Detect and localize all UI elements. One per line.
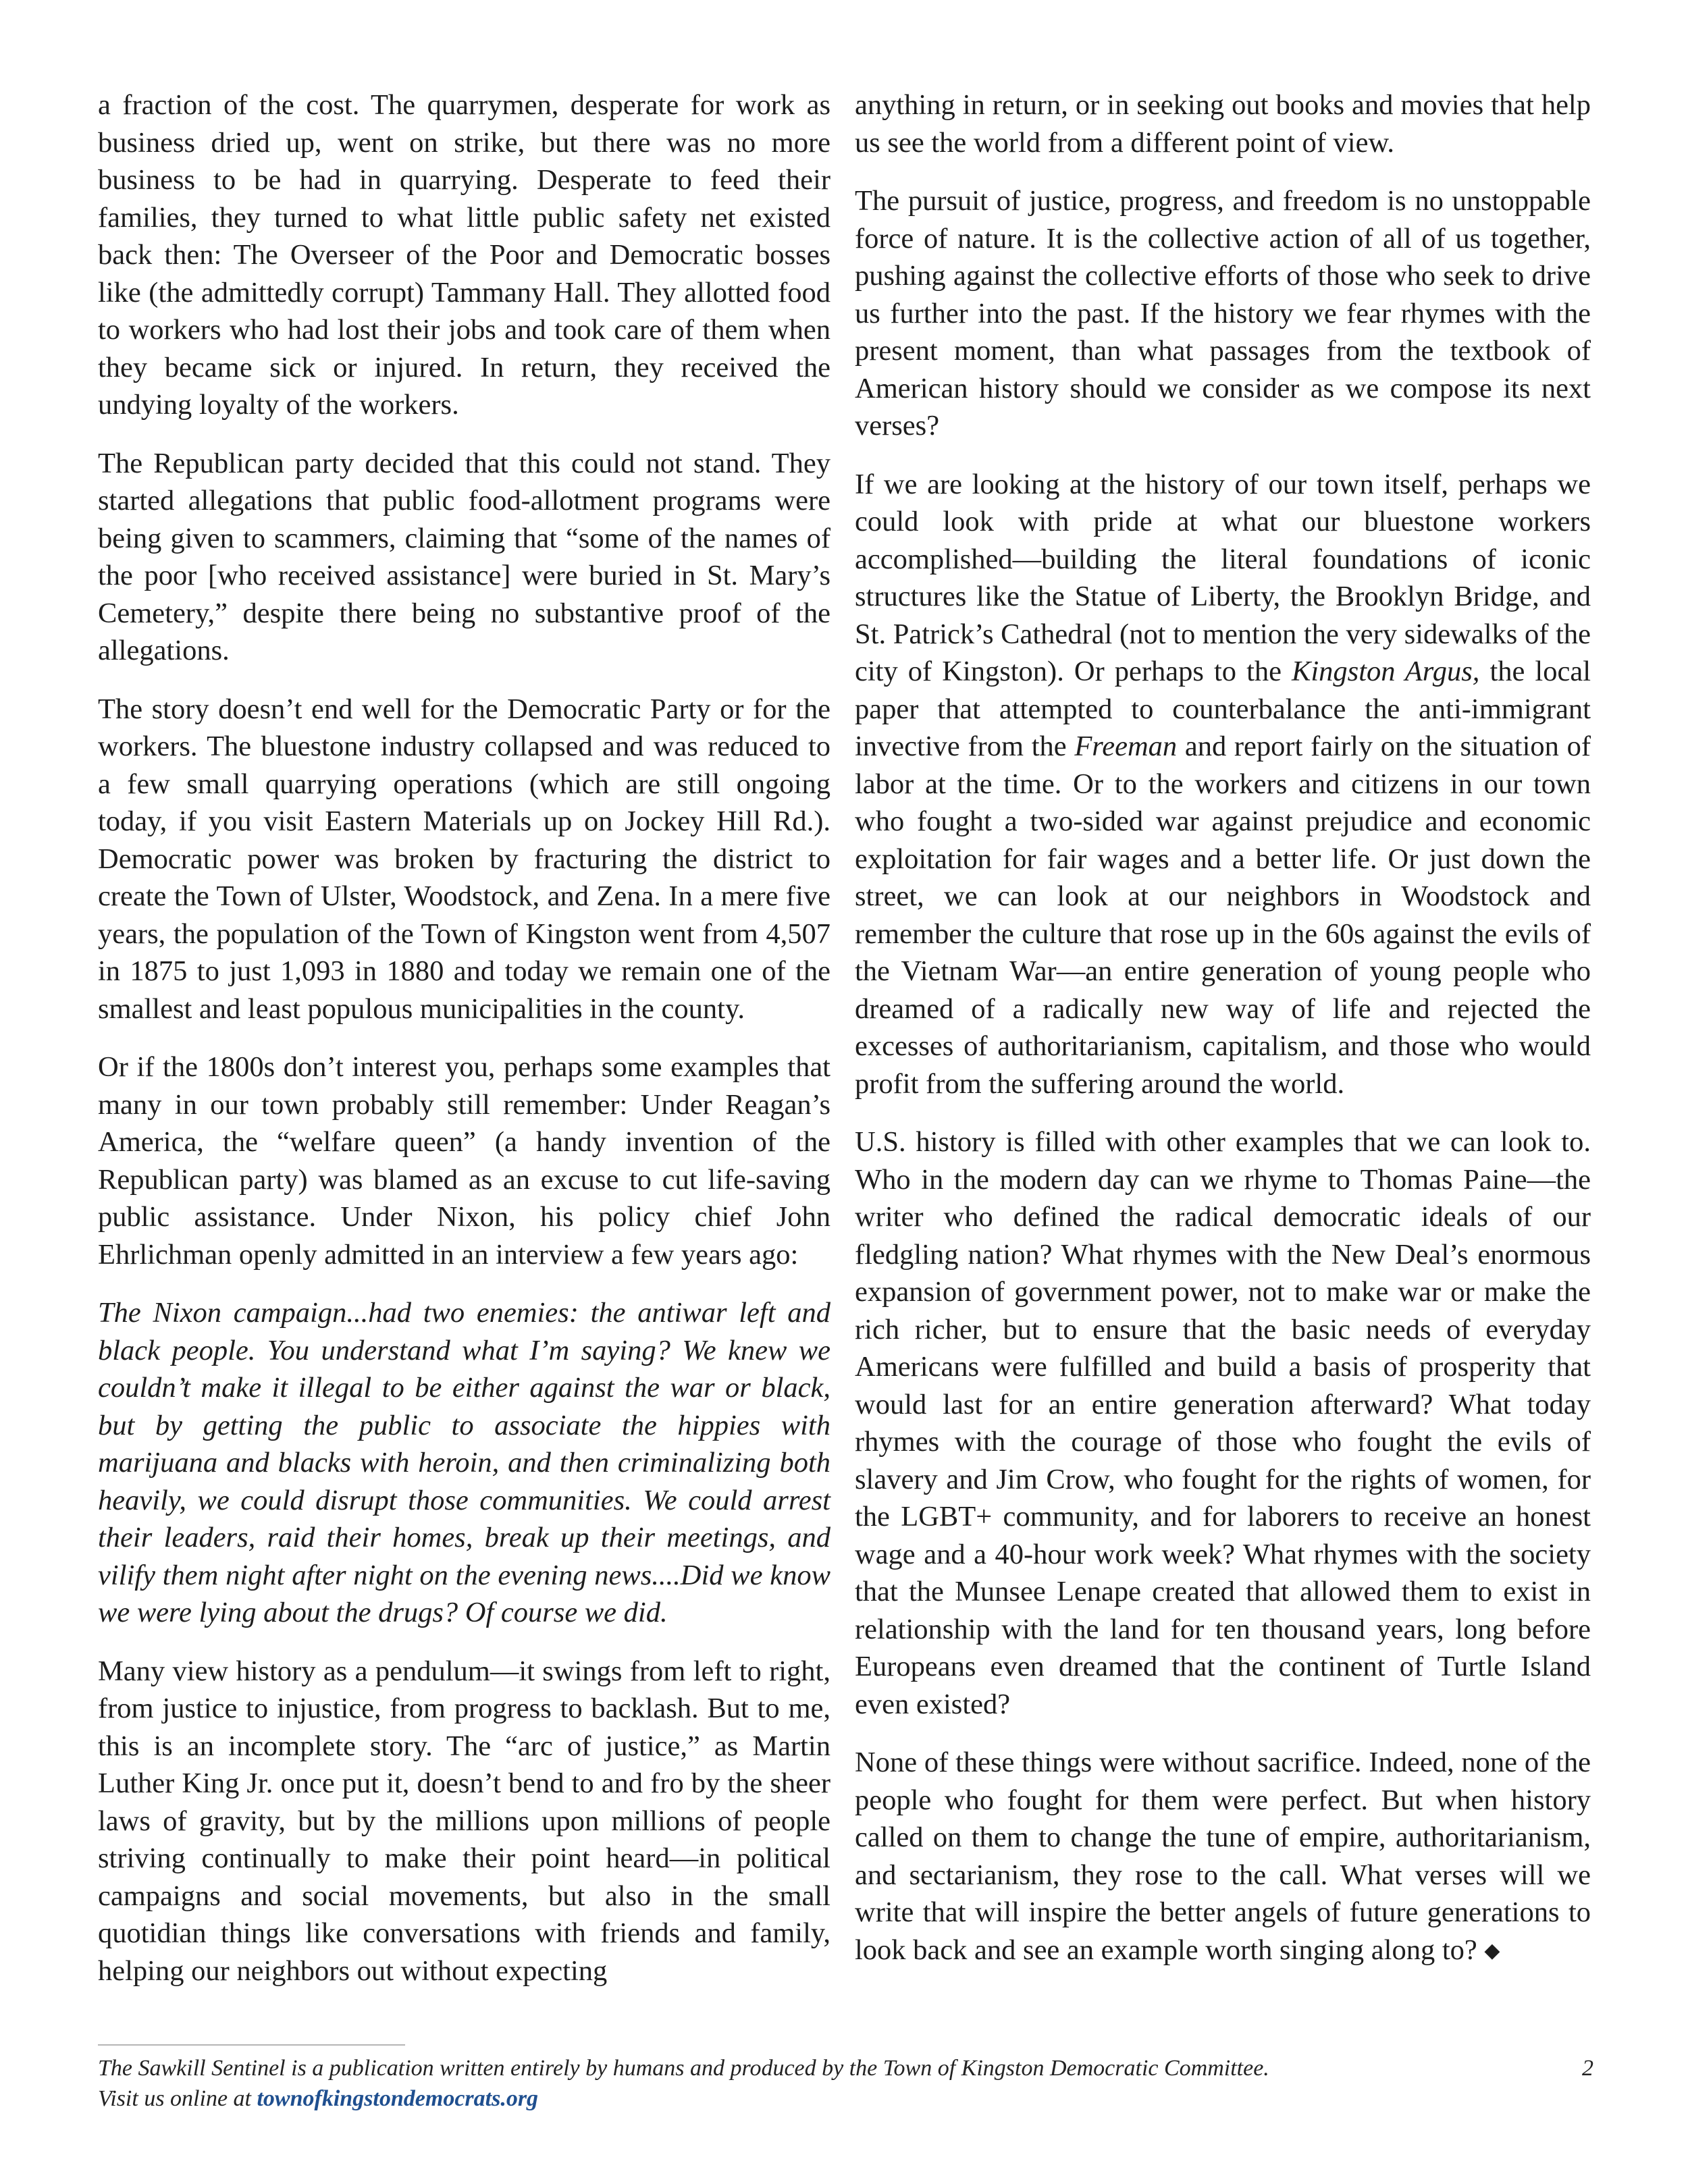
paragraph-text: If we are looking at the history of our town itself, perhaps we could look with pride at what our bluestone workers accomplished—building the literal foundations of iconic structures like the Statue of Liberty, the Brooklyn Bridge, and St. Patrick’s Cathedral (not to mention the very sidewalks of the city of Kingston). Or perhaps to the xyxy=(855,468,1591,687)
page-number: 2 xyxy=(1582,2056,1593,2081)
paragraph: The Republican party decided that this could not stand. They started allegations that public food-allotment programs were being given to scammers, claiming that “some of the names of the poor [who received assistance] were buried in St. Mary’s Cemetery,” despite there being no substantive proof of the allegations. xyxy=(98,447,830,666)
freeman-title: Freeman xyxy=(1074,730,1178,762)
footer-notice: The Sawkill Sentinel is a publication written entirely by humans and produced by the Town of Kingston Democratic Committee. xyxy=(98,2056,1269,2081)
paragraph: Many view history as a pendulum—it swings from left to right, from justice to injustice, from progress to backlash. But to me, this is an incomplete story. The “arc of justice,” as Martin Luther King Jr. once put it, doesn’t bend to and fro by the sheer laws of gravity, but by the millions upon millions of people striving continually to make their point heard—in political campaigns and social movements, but also in the small quotidian things like conversations with friends and family, helping our neighbors out without expecting xyxy=(98,1655,830,1987)
paragraph-text: the local paper that attempted to counterbalance the anti-immigrant invective from the xyxy=(855,656,1591,762)
paragraph-text: and report fairly on the situation of labor at the time. Or to the workers and citizens in our town who fought a two-sided war against prejudice and economic exploitation for fair wages and a better life. Or just down the street, we can look at our neighbors in Woodstock and remember the culture that rose up in the 60s against the evils of the Vietnam War—an entire generation of young people who dreamed of a radically new way of life and rejected the excesses of authoritarianism, capitalism, and those who would profit from the suffering around the world. xyxy=(855,730,1591,1100)
footer-divider xyxy=(98,2044,405,2046)
paragraph xyxy=(855,466,1591,1103)
website-link[interactable]: townofkingstondemocrats.org xyxy=(257,2086,539,2111)
end-mark-icon: ◆ xyxy=(1484,1939,1500,1962)
ehrlichman-quote: The Nixon campaign...had two enemies: the antiwar left and black people. You understand what I’m saying? We knew we couldn’t make it illegal to be either against the war or black, but by getting the public to associate the hippies with marijuana and blacks with heroin, and then criminalizing both heavily, we could disrupt those communities. We could arrest their leaders, raid their homes, break up their meetings, and vilify them night after night on the evening news....Did we know we were lying about the drugs? Of course we did. xyxy=(98,1297,830,1628)
paragraph: Or if the 1800s don’t interest you, perhaps some examples that many in our town probably still remember: Under Reagan’s America, the “welfare queen” (a handy invention of the Republican party) was blamed as an excuse to cut life-saving public assistance. Under Nixon, his policy chief John Ehrlichman openly admitted in an interview a few years ago: xyxy=(98,1051,830,1271)
paragraph: The pursuit of justice, progress, and freedom is no unstoppable force of nature. It is the collective action of all of us together, pushing against the collective efforts of those who seek to drive us further into the past. If the history we fear rhymes with the present moment, than what passages from the textbook of American history should we consider as we compose its next verses? xyxy=(855,185,1591,442)
kingston-argus-title: Kingston Argus, xyxy=(1292,656,1480,687)
right-column xyxy=(855,86,1591,1990)
paragraph: a fraction of the cost. The quarrymen, desperate for work as business dried up, went on strike, but there was no more business to be had in quarrying. Desperate to feed their families, they turned to what little public safety net existed back then: The Overseer of the Poor and Democratic bosses like (the admittedly corrupt) Tammany Hall. They allotted food to workers who had lost their jobs and took care of them when they became sick or injured. In return, they received the undying loyalty of the workers. xyxy=(98,89,830,421)
paragraph xyxy=(855,1744,1591,1969)
paragraph: anything in return, or in seeking out books and movies that help us see the world from a different point of view. xyxy=(855,89,1591,159)
paragraph: U.S. history is filled with other examples that we can look to. Who in the modern day can we rhyme to Thomas Paine—the writer who defined the radical democratic ideals of our fledgling nation? What rhymes with the New Deal’s enormous expansion of government power, not to make war or make the rich richer, but to ensure that the basic needs of everyday Americans were fulfilled and build a basis of prosperity that would last for an entire generation afterward? What today rhymes with the courage of those who fought the evils of slavery and Jim Crow, who fought for the rights of women, for the LGBT+ community, and for laborers to receive an honest wage and a 40-hour work week? What rhymes with the society that the Munsee Lenape created that allowed them to exist in relationship with the land for ten thousand years, long before Europeans even dreamed that the continent of Turtle Island even existed? xyxy=(855,1126,1591,1720)
footer xyxy=(98,2053,1593,2114)
paragraph-text: None of these things were without sacrifice. Indeed, none of the people who fought for them were perfect. But when history called on them to change the tune of empire, authoritarianism, and sectarianism, they rose to the call. What verses will we write that will inspire the better angels of future generations to look back and see an example worth singing along to? xyxy=(855,1747,1591,1966)
footer-visit-line xyxy=(98,2083,1593,2114)
left-column xyxy=(98,86,830,2010)
paragraph: The story doesn’t end well for the Democratic Party or for the workers. The bluestone industry collapsed and was reduced to a few small quarrying operations (which are still ongoing today, if you visit Eastern Materials up on Jockey Hill Rd.). Democratic power was broken by fracturing the district to create the Town of Ulster, Woodstock, and Zena. In a mere five years, the population of the Town of Kingston went from 4,507 in 1875 to just 1,093 in 1880 and today we remain one of the smallest and least populous municipalities in the county. xyxy=(98,693,830,1025)
footer-visit-label: Visit us online at xyxy=(98,2086,257,2111)
